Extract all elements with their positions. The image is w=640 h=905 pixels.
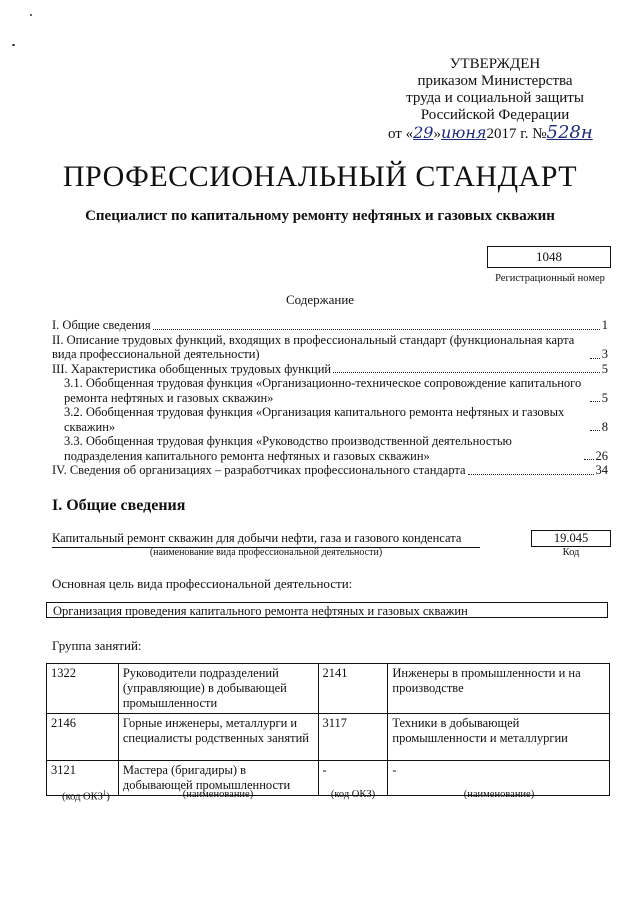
toc-leader [584,459,594,460]
goal-value: Организация проведения капитального ремонта нефтяных и газовых скважин [46,602,608,618]
okz-code: 1322 [47,664,119,714]
activity-caption: (наименование вида профессиональной деятельности) [149,547,383,558]
order-number: 528н [546,122,593,143]
occupation-name: Техники в добывающей промышленности и металлургии [388,714,610,761]
okz-code: 2141 [318,664,388,714]
order-day: 29 [413,123,434,142]
registration-label: Регистрационный номер [495,273,605,284]
table-of-contents [52,318,608,478]
okz-code: 2146 [47,714,119,761]
toc-leader [333,372,600,373]
section-heading: I. Общие сведения [52,497,186,514]
okz-code-caption: (код ОКЗ) [330,789,376,800]
occupation-name: Горные инженеры, металлурги и специалисты родственных занятий [118,714,318,761]
toc-leader [590,358,600,359]
toc-item[interactable]: II. Описание трудовых функций, входящих в профессиональный стандарт (функциональная карта вида профессиональной деятельности) 3 [52,332,608,361]
toc-item[interactable]: III. Характеристика обобщенных трудовых функций 5 [52,361,608,376]
approval-line: Российской Федерации [420,107,570,123]
approval-stamp [380,56,610,143]
registration-number: 1048 [487,246,611,268]
occupation-table [46,663,610,796]
occupation-name: Инженеры в промышленности и на производстве [388,664,610,714]
occupation-name: Мастера (бригадиры) в добывающей промышленности [118,761,318,796]
footnote-mark[interactable]: 1 [102,789,107,797]
name-caption: (наименование) [182,789,254,800]
toc-item[interactable]: I. Общие сведения 1 [52,318,608,332]
occupation-name: Руководители подразделений (управляющие) в добывающей промышленности [118,664,318,714]
toc-leader [153,329,600,330]
standard-subtitle: Специалист по капитальному ремонту нефтяных и газовых скважин [85,208,555,224]
scan-speck [12,44,15,46]
okz-code: 3117 [318,714,388,761]
document-title: ПРОФЕССИОНАЛЬНЫЙ СТАНДАРТ [62,160,578,193]
okz-code: 3121 [47,761,119,796]
occupation-name: - [388,761,610,796]
goal-label: Основная цель вида профессиональной деятельности: [52,576,353,591]
scan-speck [30,14,32,16]
name-caption: (наименование) [463,789,535,800]
activity-code: 19.045 [531,530,611,547]
code-caption: Код [562,547,580,558]
okz-code: - [318,761,388,796]
toc-leader [590,401,600,402]
table-row [47,714,610,761]
toc-item[interactable]: IV. Сведения об организациях – разработчиках профессионального стандарта 34 [52,463,608,477]
occupation-group-label: Группа занятий: [52,638,142,653]
toc-leader [590,430,600,431]
toc-item[interactable]: 3.1. Обобщенная трудовая функция «Организационно-техническое сопровождение капитального ремонта нефтяных и газовых скважин» 5 [64,376,608,405]
approval-line: приказом Министерства [417,73,573,89]
contents-heading: Содержание [285,292,355,307]
toc-item[interactable]: 3.2. Обобщенная трудовая функция «Организация капитального ремонта нефтяных и газовых скважин» 8 [64,405,608,434]
toc-item[interactable]: 3.3. Обобщенная трудовая функция «Руководство производственной деятельностью подразделения капитального ремонта нефтяных и газовых скважин» 26 [64,434,608,463]
okz-code-caption: (код ОКЗ$^1$) [62,789,110,803]
table-row [47,664,610,714]
toc-leader [468,474,594,475]
approval-title: УТВЕРЖДЕН [449,56,541,72]
order-month: июня [440,123,487,142]
activity-name: Капитальный ремонт скважин для добычи нефти, газа и газового конденсата [52,531,480,548]
order-reference: от «29»июня2017 г. №528н [388,122,593,143]
approval-line: труда и социальной защиты [406,90,584,106]
